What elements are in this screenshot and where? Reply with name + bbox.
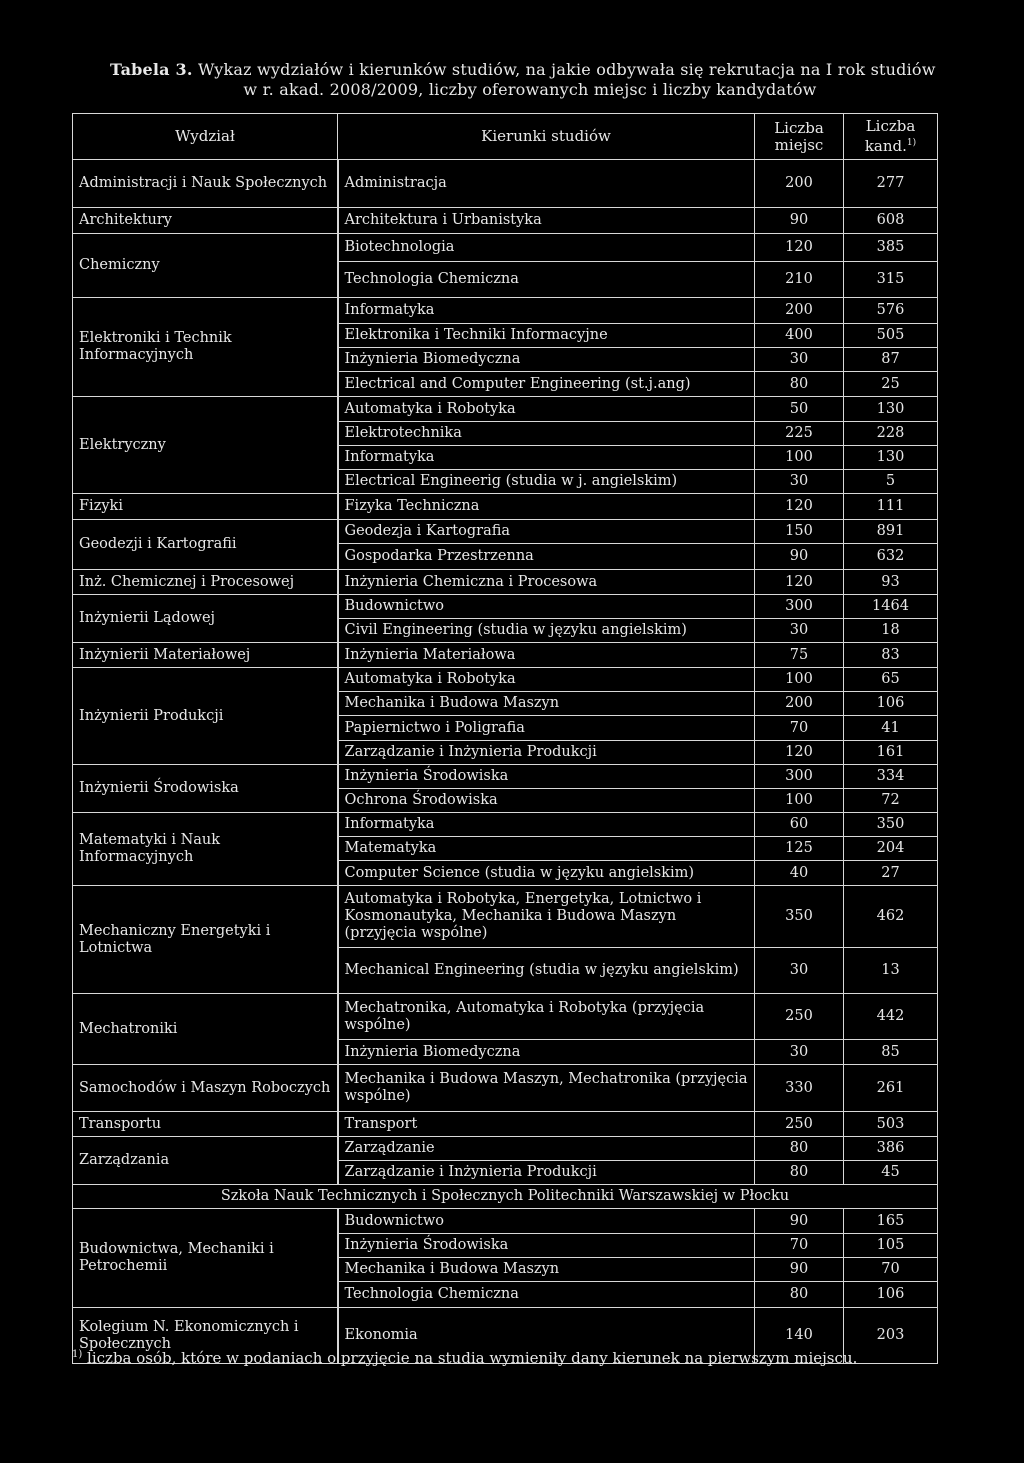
program-name: Technologia Chemiczna [338, 262, 755, 298]
program-name: Mechanika i Budowa Maszyn [338, 1258, 755, 1282]
table-row [73, 1065, 938, 1112]
places-value: 80 [755, 1161, 844, 1185]
table-row [73, 520, 938, 544]
places-value: 225 [755, 422, 844, 446]
table-row [73, 570, 938, 595]
candidates-value: 350 [844, 813, 938, 837]
program-name: Informatyka [338, 813, 755, 837]
candidates-value: 632 [844, 544, 938, 570]
places-value: 300 [755, 765, 844, 789]
candidates-value: 41 [844, 716, 938, 741]
candidates-value: 87 [844, 348, 938, 372]
places-value: 350 [755, 886, 844, 948]
candidates-value: 27 [844, 861, 938, 886]
faculty-name: Kolegium N. Ekonomicznych i Społecznych [73, 1308, 338, 1364]
places-value: 140 [755, 1308, 844, 1364]
header-places: Liczba miejsc [755, 114, 844, 160]
places-value: 330 [755, 1065, 844, 1112]
places-value: 150 [755, 520, 844, 544]
candidates-value: 462 [844, 886, 938, 948]
program-name: Automatyka i Robotyka [338, 397, 755, 422]
candidates-value: 891 [844, 520, 938, 544]
places-value: 80 [755, 372, 844, 397]
program-name: Inżynieria Chemiczna i Procesowa [338, 570, 755, 595]
program-name: Geodezja i Kartografia [338, 520, 755, 544]
candidates-value: 83 [844, 643, 938, 668]
candidates-value: 130 [844, 397, 938, 422]
table-row [73, 595, 938, 619]
program-name: Fizyka Techniczna [338, 494, 755, 520]
footnote-ref: 1) [72, 1349, 83, 1360]
places-value: 90 [755, 208, 844, 234]
candidates-value: 106 [844, 1282, 938, 1308]
table-row [73, 160, 938, 208]
table-row [73, 668, 938, 692]
table-row [73, 397, 938, 422]
candidates-value: 1464 [844, 595, 938, 619]
candidates-value: 277 [844, 160, 938, 208]
program-name: Elektrotechnika [338, 422, 755, 446]
places-value: 100 [755, 789, 844, 813]
places-value: 120 [755, 234, 844, 262]
faculty-name: Mechatroniki [73, 994, 338, 1065]
program-name: Ochrona Środowiska [338, 789, 755, 813]
program-name: Computer Science (studia w języku angielskim) [338, 861, 755, 886]
program-name: Technologia Chemiczna [338, 1282, 755, 1308]
table-caption [110, 60, 950, 100]
places-value: 30 [755, 948, 844, 994]
table-row [73, 765, 938, 789]
program-name: Zarządzanie i Inżynieria Produkcji [338, 1161, 755, 1185]
program-name: Gospodarka Przestrzenna [338, 544, 755, 570]
faculty-name: Mechaniczny Energetyki i Lotnictwa [73, 886, 338, 994]
table-row [73, 994, 938, 1040]
caption-label: Tabela 3. [110, 60, 193, 79]
candidates-value: 25 [844, 372, 938, 397]
header-programs: Kierunki studiów [338, 114, 755, 160]
program-name: Transport [338, 1112, 755, 1137]
faculty-name: Architektury [73, 208, 338, 234]
program-name: Inżynieria Materiałowa [338, 643, 755, 668]
places-value: 250 [755, 1112, 844, 1137]
candidates-value: 72 [844, 789, 938, 813]
places-value: 125 [755, 837, 844, 861]
places-value: 120 [755, 741, 844, 765]
places-value: 210 [755, 262, 844, 298]
program-name: Zarządzanie i Inżynieria Produkcji [338, 741, 755, 765]
places-value: 60 [755, 813, 844, 837]
faculty-name: Inżynierii Materiałowej [73, 643, 338, 668]
faculty-name: Fizyki [73, 494, 338, 520]
candidates-value: 93 [844, 570, 938, 595]
faculty-name: Budownictwa, Mechaniki i Petrochemii [73, 1209, 338, 1308]
program-name: Automatyka i Robotyka, Energetyka, Lotnictwo i Kosmonautyka, Mechanika i Budowa Maszyn (przyjęcia wspólne) [338, 886, 755, 948]
candidates-value: 130 [844, 446, 938, 470]
candidates-value: 204 [844, 837, 938, 861]
table-row [73, 813, 938, 837]
faculty-name: Elektryczny [73, 397, 338, 494]
table-row [73, 1137, 938, 1161]
program-name: Biotechnologia [338, 234, 755, 262]
places-value: 300 [755, 595, 844, 619]
program-name: Inżynieria Środowiska [338, 765, 755, 789]
program-name: Ekonomia [338, 1308, 755, 1364]
candidates-value: 261 [844, 1065, 938, 1112]
program-name: Inżynieria Środowiska [338, 1234, 755, 1258]
candidates-value: 106 [844, 692, 938, 716]
places-value: 100 [755, 668, 844, 692]
places-value: 30 [755, 1040, 844, 1065]
program-name: Informatyka [338, 298, 755, 324]
faculty-table [72, 113, 938, 1364]
table-row [73, 1112, 938, 1137]
places-value: 30 [755, 348, 844, 372]
candidates-value: 442 [844, 994, 938, 1040]
places-value: 250 [755, 994, 844, 1040]
program-name: Inżynieria Biomedyczna [338, 348, 755, 372]
places-value: 70 [755, 716, 844, 741]
faculty-name: Matematyki i Nauk Informacyjnych [73, 813, 338, 886]
places-value: 120 [755, 570, 844, 595]
program-name: Architektura i Urbanistyka [338, 208, 755, 234]
candidates-value: 334 [844, 765, 938, 789]
program-name: Mechanical Engineering (studia w języku angielskim) [338, 948, 755, 994]
places-value: 90 [755, 1209, 844, 1234]
candidates-value: 45 [844, 1161, 938, 1185]
candidates-value: 576 [844, 298, 938, 324]
places-value: 40 [755, 861, 844, 886]
table-row [73, 208, 938, 234]
section-row [73, 1185, 938, 1209]
places-value: 80 [755, 1282, 844, 1308]
table-row [73, 886, 938, 948]
candidates-value: 65 [844, 668, 938, 692]
program-name: Electrical and Computer Engineering (st.j.ang) [338, 372, 755, 397]
faculty-name: Inżynierii Lądowej [73, 595, 338, 643]
faculty-name: Geodezji i Kartografii [73, 520, 338, 570]
candidates-value: 5 [844, 470, 938, 494]
places-value: 30 [755, 470, 844, 494]
table-row [73, 643, 938, 668]
program-name: Mechanika i Budowa Maszyn [338, 692, 755, 716]
program-name: Civil Engineering (studia w języku angielskim) [338, 619, 755, 643]
header-row [73, 114, 938, 160]
faculty-name: Elektroniki i Technik Informacyjnych [73, 298, 338, 397]
header-faculty: Wydział [73, 114, 338, 160]
table-row [73, 1209, 938, 1234]
places-value: 50 [755, 397, 844, 422]
places-value: 100 [755, 446, 844, 470]
faculty-name: Inżynierii Produkcji [73, 668, 338, 765]
candidates-value: 161 [844, 741, 938, 765]
places-value: 90 [755, 544, 844, 570]
program-name: Zarządzanie [338, 1137, 755, 1161]
faculty-name: Samochodów i Maszyn Roboczych [73, 1065, 338, 1112]
faculty-name: Chemiczny [73, 234, 338, 298]
table-row [73, 298, 938, 324]
places-value: 200 [755, 160, 844, 208]
program-name: Papiernictwo i Poligrafia [338, 716, 755, 741]
candidates-value: 503 [844, 1112, 938, 1137]
places-value: 200 [755, 692, 844, 716]
candidates-value: 85 [844, 1040, 938, 1065]
header-candidates [844, 114, 938, 160]
footnote-text: liczba osób, które w podaniach o przyjęcie na studia wymieniły dany kierunek na pierwszym miejscu. [87, 1349, 858, 1367]
places-value: 200 [755, 298, 844, 324]
candidates-value: 203 [844, 1308, 938, 1364]
candidates-value: 228 [844, 422, 938, 446]
program-name: Mechanika i Budowa Maszyn, Mechatronika (przyjęcia wspólne) [338, 1065, 755, 1112]
program-name: Informatyka [338, 446, 755, 470]
program-name: Automatyka i Robotyka [338, 668, 755, 692]
candidates-value: 70 [844, 1258, 938, 1282]
places-value: 30 [755, 619, 844, 643]
header-candidates-ref: 1) [906, 138, 917, 148]
faculty-name: Inżynierii Środowiska [73, 765, 338, 813]
places-value: 400 [755, 324, 844, 348]
program-name: Budownictwo [338, 1209, 755, 1234]
program-name: Electrical Engineerig (studia w j. angielskim) [338, 470, 755, 494]
places-value: 90 [755, 1258, 844, 1282]
table-row [73, 234, 938, 262]
candidates-value: 385 [844, 234, 938, 262]
candidates-value: 13 [844, 948, 938, 994]
program-name: Administracja [338, 160, 755, 208]
candidates-value: 165 [844, 1209, 938, 1234]
candidates-value: 386 [844, 1137, 938, 1161]
candidates-value: 111 [844, 494, 938, 520]
candidates-value: 505 [844, 324, 938, 348]
footnote [72, 1345, 972, 1368]
candidates-value: 105 [844, 1234, 938, 1258]
candidates-value: 315 [844, 262, 938, 298]
table-row [73, 494, 938, 520]
program-name: Matematyka [338, 837, 755, 861]
candidates-value: 18 [844, 619, 938, 643]
faculty-name: Transportu [73, 1112, 338, 1137]
faculty-name: Inż. Chemicznej i Procesowej [73, 570, 338, 595]
program-name: Budownictwo [338, 595, 755, 619]
faculty-name: Zarządzania [73, 1137, 338, 1185]
places-value: 80 [755, 1137, 844, 1161]
places-value: 120 [755, 494, 844, 520]
caption-line-1: Wykaz wydziałów i kierunków studiów, na jakie odbywała się rekrutacja na I rok studiów [197, 60, 936, 79]
header-candidates-text: Liczba kand. [864, 117, 916, 155]
section-title: Szkoła Nauk Technicznych i Społecznych Politechniki Warszawskiej w Płocku [73, 1185, 938, 1209]
places-value: 75 [755, 643, 844, 668]
program-name: Elektronika i Techniki Informacyjne [338, 324, 755, 348]
caption-line-2: w r. akad. 2008/2009, liczby oferowanych miejsc i liczby kandydatów [243, 80, 817, 99]
program-name: Mechatronika, Automatyka i Robotyka (przyjęcia wspólne) [338, 994, 755, 1040]
candidates-value: 608 [844, 208, 938, 234]
places-value: 70 [755, 1234, 844, 1258]
program-name: Inżynieria Biomedyczna [338, 1040, 755, 1065]
faculty-name: Administracji i Nauk Społecznych [73, 160, 338, 208]
